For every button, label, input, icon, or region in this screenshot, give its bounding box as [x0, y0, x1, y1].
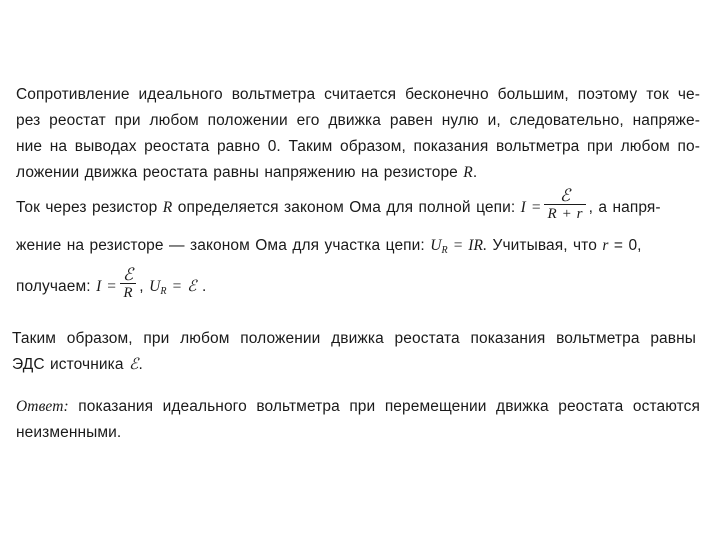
answer-label: Ответ:	[16, 398, 69, 415]
paragraph-ohms-law	[16, 186, 700, 308]
fraction-numerator: ℰ	[120, 266, 136, 284]
paragraph-voltmeter-resistance	[16, 82, 700, 186]
text-fragment: .	[138, 356, 143, 373]
text-line: неизменными.	[16, 424, 122, 441]
variable-emf: ℰ	[128, 356, 139, 373]
text-fragment: , а напря-	[588, 199, 661, 217]
text-line	[16, 186, 700, 226]
fraction-emf-over-r-plus-r	[544, 187, 585, 223]
fraction-emf-over-r	[120, 266, 136, 302]
text-line	[12, 352, 696, 378]
text-fragment: = 0,	[608, 237, 642, 254]
text-fragment: ложении движка реостата равны напряжению на резисторе	[16, 164, 464, 181]
variable-R: R	[463, 164, 473, 181]
formula-lhs: I =	[96, 278, 117, 296]
text-line: Таким образом, при любом положении движка реостата показания вольтметра равны	[12, 330, 696, 347]
paragraph-answer	[16, 394, 700, 446]
fraction-denominator: R	[123, 285, 133, 301]
variable-U: U	[149, 278, 161, 296]
variable-U: U	[430, 237, 442, 254]
text-fragment: .	[196, 278, 207, 296]
text-fragment: ЭДС источника	[12, 356, 129, 373]
text-fragment: показания идеального вольтметра при перемещении движка реостата остаются	[68, 398, 700, 415]
text-line	[16, 394, 700, 420]
formula-lhs: I =	[520, 199, 542, 217]
text-line: Сопротивление идеального вольтметра считается бесконечно большим, поэтому ток че-	[16, 86, 700, 103]
subscript-R: R	[160, 286, 167, 298]
variable-R: R	[162, 199, 173, 217]
fraction-denominator: R + r	[547, 206, 583, 222]
fraction-numerator: ℰ	[544, 187, 585, 205]
text-fragment: получаем:	[16, 278, 97, 296]
subscript-R: R	[441, 245, 448, 256]
formula-rhs: = ℰ	[166, 278, 197, 296]
text-fragment: определяется законом Ома для полной цепи:	[172, 199, 521, 217]
text-line	[16, 265, 700, 308]
text-fragment: ,	[139, 278, 150, 296]
variable-r: r	[602, 237, 609, 254]
text-fragment: Ток через резистор	[16, 199, 163, 217]
text-line: ние на выводах реостата равно 0. Таким образом, показания вольтметра при любом по-	[16, 138, 700, 155]
text-line: рез реостат при любом положении его движка равен нулю и, следовательно, напряже-	[16, 112, 700, 129]
text-fragment: .	[472, 164, 478, 181]
text-fragment: Учитывая, что	[487, 237, 603, 254]
paragraph-conclusion	[12, 326, 696, 378]
formula-rhs: = IR.	[447, 237, 488, 254]
text-fragment: жение на резисторе — законом Ома для участка цепи:	[16, 237, 431, 254]
text-line	[16, 230, 700, 267]
text-line	[16, 160, 700, 186]
